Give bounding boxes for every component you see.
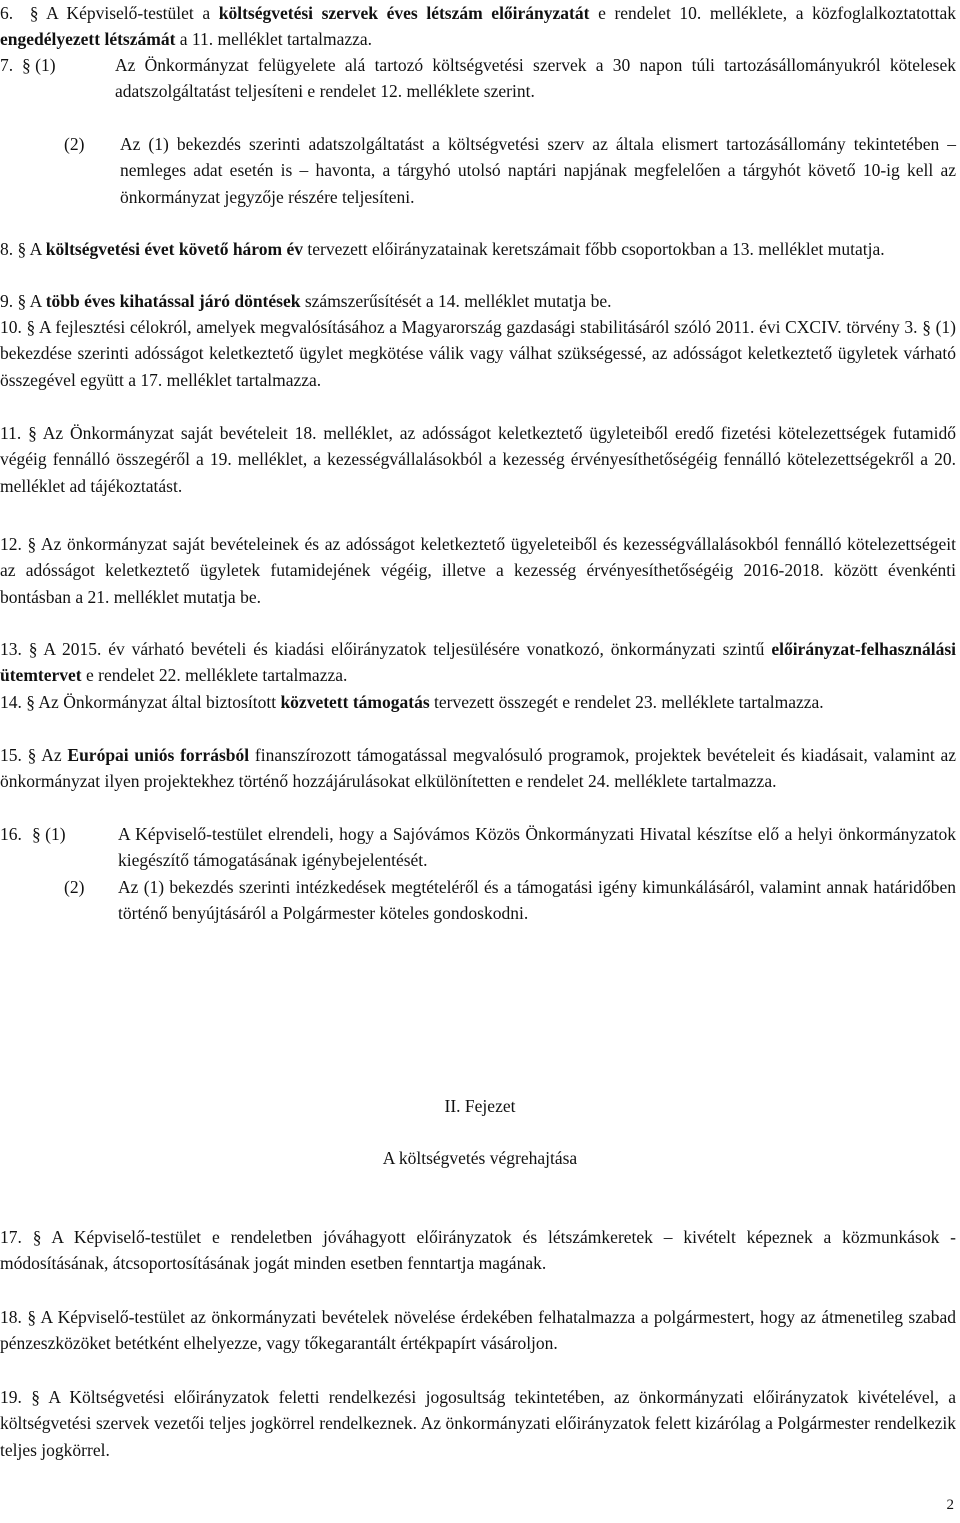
section-8 [0, 236, 956, 262]
section-12-text: § Az önkormányzat saját bevételeinek és az adósságot keletkeztető ügyeleteiből és kezességvállalásokból fennálló kötelezettségeit az adósságot keletkeztető ügyletek futamidejének végéig, illetve a kezesség érvényesíthetőségéig 2016-2018. között évenkénti bontásban a 21. melléklet mutatja be. [0, 534, 957, 607]
section-7-sub2-body: Az (1) bekezdés szerinti adatszolgáltatást a költségvetési szerv az általa elismert tartozásállomány tekintetében – nemleges adat esetén is – havonta, a tárgyhó utolsó naptári napjának megfelelően a tárgyhót követő 10-ig kell az önkormányzat jegyzője részére teljesíteni. [120, 134, 956, 207]
section-18-number: 18. [0, 1307, 22, 1327]
section-9-text: § A [17, 291, 46, 311]
chapter-title: A költségvetés végrehajtása [382, 1148, 578, 1168]
section-19 [0, 1384, 956, 1463]
section-14-number: 14. [0, 692, 22, 712]
section-8-number: 8. [0, 239, 14, 259]
section-9-number: 9. [0, 291, 14, 311]
section-11 [0, 420, 956, 499]
section-19-number: 19. [0, 1387, 22, 1407]
section-16-sub1-text [118, 821, 956, 874]
section-15-bold: Európai uniós forrásból [67, 745, 250, 765]
section-8-text-b: tervezett előirányzatainak keretszámait főbb csoportokban a 13. melléklet mutatja. [302, 239, 885, 259]
section-7-sub1-label: § (1) [22, 55, 56, 75]
section-9-bold: több éves kihatással járó döntések [45, 291, 301, 311]
section-15 [0, 742, 956, 795]
section-6-text: § A Képviselő-testület a [29, 3, 219, 23]
section-10-number: 10. [0, 317, 22, 337]
section-15-number: 15. [0, 745, 22, 765]
section-10 [0, 314, 956, 393]
section-13-text: § A 2015. év várható bevételi és kiadási előirányzatok teljesülésére vonatkozó, önkormányzati szintű [28, 639, 772, 659]
section-16-number: 16. [0, 824, 22, 844]
section-13-text-b: e rendelet 22. melléklete tartalmazza. [81, 665, 348, 686]
section-18-text: § A Képviselő-testület az önkormányzati bevételek növelése érdekében felhatalmazza a polgármestert, hogy az átmenetileg szabad pénzeszközöket betétként elhelyezze, vagy tőkegarantált értékpapírt vásároljon. [0, 1307, 957, 1354]
section-16-sub2-text [118, 874, 956, 927]
section-6-number: 6. [0, 3, 14, 23]
section-11-number: 11. [0, 423, 22, 443]
section-9-text-b: számszerűsítését a 14. melléklet mutatja be. [300, 291, 612, 311]
section-17-number: 17. [0, 1227, 22, 1247]
section-13-bold: előirányzat-felhasználási ütemtervet [0, 639, 957, 686]
section-18 [0, 1304, 956, 1357]
section-6-text-c: a 11. melléklet tartalmazza. [175, 29, 373, 50]
section-16-sub1-body: A Képviselő-testület elrendeli, hogy a Sajóvámos Közös Önkormányzati Hivatal készítse elő a helyi önkormányzatok kiegészítő támogatásának igénybejelentését. [118, 824, 956, 871]
section-17 [0, 1224, 956, 1277]
section-17-text: § A Képviselő-testület e rendeletben jóváhagyott előirányzatok és létszámkeretek – kivételt képeznek a közmunkások - módosításának, átcsoportosításának jogát minden esetben fenntartja magának. [0, 1227, 957, 1274]
section-7-sub2-label: (2) [64, 134, 85, 154]
section-13-number: 13. [0, 639, 22, 659]
section-7-sub1-text [115, 52, 956, 105]
section-6-bold-a: költségvetési szervek éves létszám előirányzatát [218, 3, 590, 23]
section-11-text: § Az Önkormányzat saját bevételeit 18. melléklet, az adósságot keletkeztető ügyleteiből eredő fizetési kötelezettségek futamidő végéig fennálló összegéről a 19. melléklet, a kezességvállalásokból a kezesség érvényesíthetőségéig fennálló kötelezettségekről a 20. melléklet ad tájékoztatást. [0, 423, 956, 496]
section-14 [0, 689, 956, 715]
section-9 [0, 288, 956, 314]
section-7-sub1-body: Az Önkormányzat felügyelete alá tartozó költségvetési szervek a 30 napon túli tartozásállományukról kötelesek adatszolgáltatást teljesíteni e rendelet 12. melléklete szerint. [115, 55, 956, 102]
section-16-sub2-label: (2) [64, 877, 85, 897]
chapter-number: II. Fejezet [444, 1096, 516, 1116]
section-15-text-b: finanszírozott támogatással megvalósuló programok, projektek bevételeit és kiadásait, valamint az önkormányzat ilyen projektekhez történő hozzájárulásokat elkülönítetten e rendelet 24. melléklete tartalmazza. [0, 745, 957, 792]
section-7-number: 7. [0, 55, 14, 75]
section-15-text: § Az [27, 745, 68, 765]
section-7-sub2-text [120, 131, 956, 210]
section-12 [0, 531, 956, 610]
section-8-bold: költségvetési évet követő három év [45, 239, 303, 259]
section-12-number: 12. [0, 534, 22, 554]
section-6-text-b: e rendelet 10. melléklete, a közfoglalkoztatottak [589, 3, 956, 23]
section-13 [0, 636, 956, 689]
page-number: 2 [946, 1497, 954, 1513]
section-14-text-b: tervezett összegét e rendelet 23. melléklete tartalmazza. [429, 692, 824, 712]
section-6 [0, 0, 956, 53]
section-14-text: § Az Önkormányzat által biztosított [26, 692, 281, 712]
section-16-sub1-label: § (1) [32, 824, 66, 844]
section-14-bold: közvetett támogatás [280, 692, 430, 712]
section-8-text: § A [17, 239, 46, 259]
section-16-sub2-body: Az (1) bekezdés szerinti intézkedések megtételéről és a támogatási igény kimunkálásáról, valamint annak határidőben történő benyújtásáról a Polgármester köteles gondoskodni. [118, 877, 956, 924]
section-10-text: § A fejlesztési célokról, amelyek megvalósításához a Magyarország gazdasági stabilitásáról szóló 2011. évi CXCIV. törvény 3. § (1) bekezdése szerinti adósságot keletkeztető ügylet megkötése válik vagy válhat szükségessé, az adósságot keletkeztető ügyletek várható összegével együtt a 17. melléklet tartalmazza. [0, 317, 956, 390]
section-19-text: § A Költségvetési előirányzatok feletti rendelkezési jogosultság tekintetében, az önkormányzati előirányzatok kivételével, a költségvetési szervek vezetői teljes jogkörrel rendelkeznek. Az önkormányzati előirányzatok felett kizárólag a Polgármester rendelkezik teljes jogkörrel. [0, 1387, 957, 1460]
section-6-bold-b: engedélyezett létszámát [0, 29, 176, 50]
